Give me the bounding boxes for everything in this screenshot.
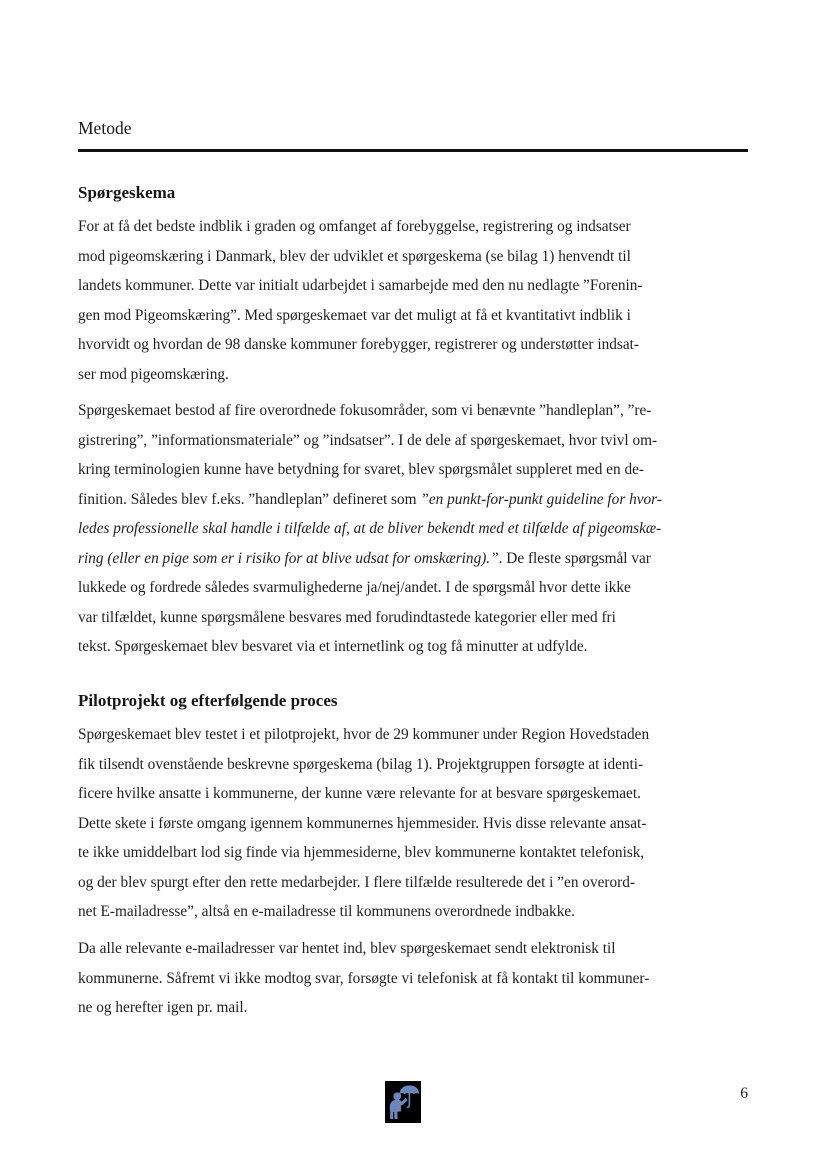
text-line: mod pigeomskæring i Danmark, blev der udviklet et spørgeskema (se bilag 1) henvendt til — [78, 247, 631, 265]
text-line: ser mod pigeomskæring. — [78, 365, 229, 383]
text-line: kommunerne. Såfremt vi ikke modtog svar, forsøgte vi telefonisk at få kontakt til kommuner- — [78, 969, 650, 987]
text-line: landets kommuner. Dette var initialt udarbejdet i samarbejde med den nu nedlagte ”Forenin- — [78, 277, 643, 294]
text-line: hvorvidt og hvordan de 98 danske kommuner forebygger, registrerer og understøtter indsat- — [78, 336, 639, 353]
page-header-title: Metode — [78, 118, 132, 138]
text-line: gen mod Pigeomskæring”. Med spørgeskemaet var det muligt at få et kvantitativt indblik i — [78, 306, 631, 324]
header-rule — [78, 149, 748, 152]
section-heading-sporgeskema: Spørgeskema — [78, 183, 176, 202]
text-line: lukkede og fordrede således svarmulighederne ja/nej/andet. I de spørgsmål hvor dette ikke — [78, 579, 631, 596]
text-line: net E-mailadresse”, altså en e-mailadresse til kommunens overordnede indbakke. — [78, 903, 575, 920]
text-line: Spørgeskemaet bestod af fire overordnede fokusområder, som vi benævnte ”handleplan”, ”re- — [78, 402, 652, 419]
paragraph-sporgeskema-1 — [78, 212, 750, 389]
text-line: var tilfældet, kunne spørgsmålene besvares med forudindtastede kategorier eller med fri — [78, 608, 616, 626]
text-line: og der blev spurgt efter den rette medarbejder. I flere tilfælde resulterede det i ”en overord- — [78, 873, 635, 891]
text-line: Spørgeskemaet blev testet i et pilotprojekt, hvor de 29 kommuner under Region Hovedstaden — [78, 726, 650, 743]
text-line: fik tilsendt ovenstående beskrevne spørgeskema (bilag 1). Projektgruppen forsøgte at identi- — [78, 755, 644, 773]
text-line: tekst. Spørgeskemaet blev besvaret via et internetlink og tog få minutter at udfylde. — [78, 638, 588, 655]
page-number: 6 — [740, 1085, 748, 1102]
paragraph-pilotprojekt-2 — [78, 934, 750, 1023]
section-heading-pilotprojekt: Pilotprojekt og efterfølgende proces — [78, 691, 338, 710]
paragraph-sporgeskema-2 — [78, 396, 750, 662]
text-line: ledes professionelle skal handle i tilfælde af, at de bliver bekendt med et tilfælde af pigeomskæ- — [78, 520, 662, 537]
text-line: ring (eller en pige som er i risiko for at blive udsat for omskæring).”. De fleste spørgsmål var — [78, 549, 651, 567]
text-line: ficere hvilke ansatte i kommunerne, der kunne være relevante for at besvare spørgeskemaet. — [78, 785, 641, 802]
text-line: For at få det bedste indblik i graden og omfanget af forebyggelse, registrering og indsatser — [78, 218, 631, 235]
text-line: kring terminologien kunne have betydning for svaret, blev spørgsmålet suppleret med en de- — [78, 461, 644, 478]
text-line: Da alle relevante e-mailadresser var hentet ind, blev spørgeskemaet sendt elektronisk til — [78, 940, 616, 957]
paragraph-pilotprojekt-1 — [78, 720, 750, 927]
text-line: te ikke umiddelbart lod sig finde via hjemmesiderne, blev kommunerne kontaktet telefonisk, — [78, 844, 645, 861]
text-line: gistrering”, ”informationsmateriale” og ”indsatser”. I de dele af spørgeskemaet, hvor tvivl om- — [78, 431, 658, 449]
text-line: Dette skete i første omgang igennem kommunernes hjemmesider. Hvis disse relevante ansat- — [78, 814, 647, 832]
umbrella-child-logo-icon — [385, 1081, 421, 1123]
text-line: finition. Således blev f.eks. ”handleplan” defineret som ”en punkt-for-punkt guideline for hvor- — [78, 490, 662, 508]
text-line: ne og herefter igen pr. mail. — [78, 999, 248, 1016]
